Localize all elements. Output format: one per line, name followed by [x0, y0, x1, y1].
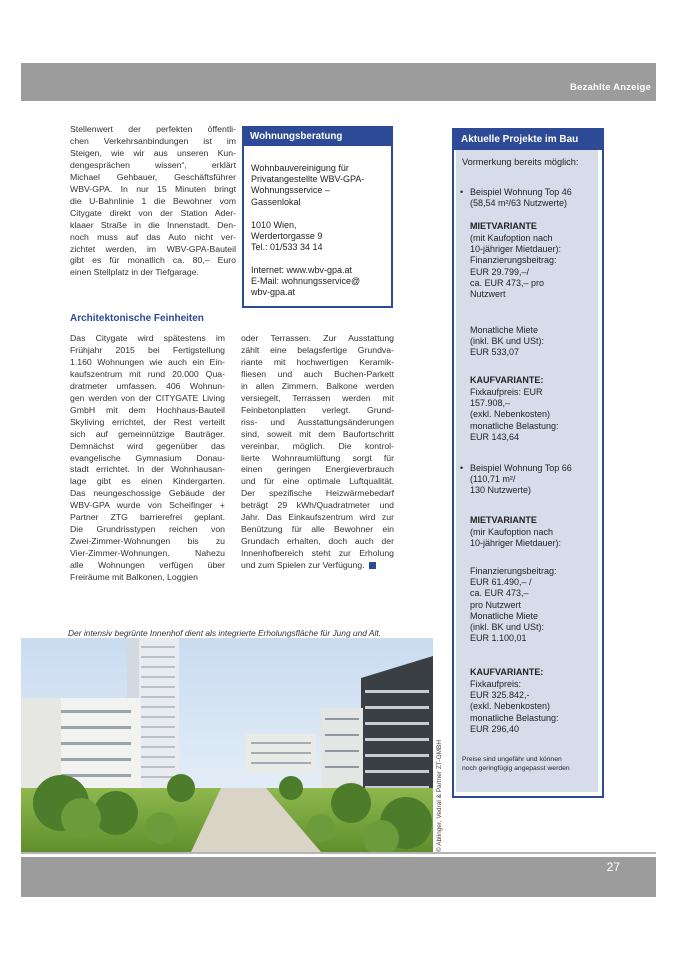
projects-title: Aktuelle Projekte im Bau	[454, 130, 602, 150]
text-line: alle Wohnungen verfügen über	[70, 560, 225, 571]
text-line: stadt errichtet. In der Wohnhausan-	[70, 464, 225, 475]
ad-label: Bezahlte Anzeige	[570, 82, 651, 93]
beratung-address	[251, 220, 387, 254]
text-line: kaufszentrum mit rund 20.000 Qua-	[70, 368, 225, 379]
text-line: Benützung für alle Bewohner ein	[241, 524, 394, 535]
project-1-kauf-details	[470, 387, 598, 443]
project-1-title	[460, 187, 598, 209]
text-line: Feinbetonplatten verlegt. Grund-	[241, 404, 394, 415]
section-heading: Architektonische Feinheiten	[70, 313, 204, 324]
text-line: einen Stellplatz in der Tiefgarage.	[70, 267, 199, 278]
text-line: (58,54 m²/63 Nutzwerte)	[470, 198, 568, 209]
text-line: noch muss auf das Auto nicht ver-	[70, 231, 236, 242]
bullet-icon: •	[460, 187, 464, 197]
text-line: Wohnbauvereinigung für	[251, 163, 349, 173]
intro-paragraph	[70, 124, 236, 279]
text-line: (inkl. BK und USt):	[470, 336, 545, 347]
text-line: lage gibt es einen Kindergarten.	[70, 476, 225, 487]
project-2-kauf-details	[470, 679, 598, 735]
text-line: Skyliving errichtet, der Rest verteilt	[70, 416, 225, 427]
text-line: klaaer Straße in die Innenstadt. Den-	[70, 219, 236, 230]
header-bar	[21, 63, 656, 101]
text-line: (exkl. Nebenkosten)	[470, 409, 551, 420]
text-line: 130 Nutzwerte)	[470, 485, 532, 496]
text-line: Beispiel Wohnung Top 46	[470, 187, 572, 197]
text-line: Citygate direkt von der Station Ader-	[70, 207, 236, 218]
project-1-kauf-heading: KAUFVARIANTE:	[470, 375, 544, 385]
text-line: dengesprächen wissen“, erklärt	[70, 159, 236, 170]
beratung-contact	[251, 265, 387, 299]
text-line: Das neungeschossige Gebäude der	[70, 488, 225, 499]
text-line: Innenhofbereich steht zur Erholung	[241, 548, 394, 559]
text-line: EUR 1.100,01	[470, 633, 527, 644]
projects-subtitle: Vormerkung bereits möglich:	[462, 157, 579, 167]
project-2-kauf-heading: KAUFVARIANTE:	[470, 667, 544, 677]
text-line: EUR 325.842,-	[470, 690, 530, 701]
text-line: GmbH mit dem Hochhaus-Bauteil	[70, 404, 225, 415]
text-line: Stellenwert der perfekten öffentli-	[70, 124, 236, 134]
text-line: (mit Kaufoption nach	[470, 233, 553, 243]
text-line: Michael Gehbauer, Geschäftsführer	[70, 171, 236, 182]
text-line: einen geringen Energieverbrauch	[241, 464, 394, 475]
projects-footnote	[462, 755, 598, 773]
project-1-miete-details	[470, 233, 598, 300]
text-line: (mir Kaufoption nach	[470, 527, 554, 537]
text-line: pro Nutzwert	[470, 599, 522, 610]
text-line: WBV-GPA wurde von Scheifinger +	[70, 500, 225, 511]
text-line: Die Grundrisstypen reichen von	[70, 524, 225, 535]
text-line: Freiräume mit Balkonen, Loggien	[70, 572, 198, 583]
text-line: dratmeter umfassen. 406 Wohnun-	[70, 380, 225, 391]
project-2-miete-heading: MIETVARIANTE	[470, 515, 537, 525]
body-column-1	[70, 333, 225, 584]
text-line: chen Verkehrsanbindungen ist im	[70, 135, 236, 146]
beratung-title: Wohnungsberatung	[244, 128, 391, 146]
text-line: riss- und Ausstattungsänderungen	[241, 416, 394, 427]
text-line: Grundach erhalten, doch auch der	[241, 536, 394, 547]
text-line: 10-jähriger Mietdauer):	[470, 538, 562, 549]
text-line: (inkl. BK und USt):	[470, 622, 545, 633]
text-line: Preise sind ungefähr und können	[462, 756, 562, 763]
text-line: Werdertorgasse 9	[251, 231, 323, 242]
text-line: EUR 29.799,–/	[470, 266, 530, 277]
text-line: versiegelt, Terrassen werden mit	[241, 392, 394, 403]
text-line: 1010 Wien,	[251, 220, 297, 230]
text-line: und zum Spielen zur Verfügung.	[241, 560, 394, 572]
text-line: zählt eine belagsfertige Grundva-	[241, 344, 394, 355]
text-line: Finanzierungsbeitrag:	[470, 255, 557, 266]
project-2-financing	[470, 566, 598, 644]
text-line: Internet: www.wbv-gpa.at	[251, 265, 353, 275]
end-mark-icon	[369, 562, 376, 569]
text-line: beträgt 29 kWh/Quadratmeter und	[241, 500, 394, 511]
text-line: riante mit hochwertigen Keramik-	[241, 356, 394, 367]
text-line: Das Citygate wird spätestens im	[70, 333, 225, 343]
text-line: Finanzierungsbeitrag:	[470, 566, 557, 576]
footer-bar	[21, 857, 656, 897]
page-number: 27	[606, 860, 620, 874]
text-line: Vier-Zimmer-Wohnungen. Nahezu	[70, 548, 225, 559]
text-line: monatliche Belastung:	[470, 712, 559, 723]
text-line: fliesen und auch Buchen-Parkett	[241, 368, 394, 379]
text-line: Jahr. Das Einkaufszentrum wird zur	[241, 512, 394, 523]
text-line: sind, soweit mit dem Baufortschritt	[241, 428, 394, 439]
text-line: noch geringfügig angepasst werden	[462, 765, 570, 772]
photo-caption: Der intensiv begrünte Innenhof dient als integrierte Erholungsfläche für Jung und Alt.	[68, 628, 382, 638]
text-line: Wohnungsservice –	[251, 185, 330, 196]
text-line: (exkl. Nebenkosten)	[470, 701, 551, 712]
text-line: und für eine optimale Luftqualität.	[241, 476, 394, 487]
text-line: Privatangestellte WBV-GPA-	[251, 174, 365, 185]
text-line: zichtet werden, im WBV-GPA-Bauteil	[70, 243, 236, 254]
project-1-monthly-rent	[470, 325, 598, 359]
text-line: Beispiel Wohnung Top 66	[470, 463, 572, 473]
text-line: ca. EUR 473,–	[470, 588, 529, 599]
text-line: vereinbar, möglich. Die kontrol-	[241, 440, 394, 451]
text-line: EUR 533,07	[470, 347, 520, 358]
text-line: 1.160 Wohnungen wie auch ein Ein-	[70, 356, 225, 367]
text-line: Frühjahr 2015 bei Fertigstellung	[70, 344, 225, 355]
text-line: Partner ZTG barrierefrei geplant.	[70, 512, 225, 523]
body-column-2	[241, 333, 394, 572]
footer-rule	[21, 852, 656, 854]
text-line: oder Terrassen. Zur Ausstattung	[241, 333, 394, 343]
text-line: sich auf gemeinnützige Bauträger.	[70, 428, 225, 439]
courtyard-photo	[21, 638, 433, 852]
text-line: EUR 296,40	[470, 723, 520, 734]
text-line: in allen Zimmern. Balkone werden	[241, 380, 394, 391]
text-line: Fixkaufpreis:	[470, 679, 522, 689]
text-line: Monatliche Miete	[470, 610, 539, 621]
text-line: Fixkaufpreis: EUR	[470, 387, 543, 397]
text-line: lierte Wohnraumlüftung sorgt für	[241, 452, 394, 463]
text-line: EUR 143,64	[470, 431, 520, 442]
text-line: wbv-gpa.at	[251, 287, 296, 298]
bullet-icon: •	[460, 463, 464, 473]
text-line: ca. EUR 473,– pro	[470, 277, 545, 288]
project-1-miete-heading: MIETVARIANTE	[470, 221, 537, 231]
text-line: Steigen, wie wir aus unseren Kun-	[70, 147, 236, 158]
text-line: Zwei-Zimmer-Wohnungen bis zu	[70, 536, 225, 547]
text-line: die U-Bahnlinie 1 die Bewohner vom	[70, 195, 236, 206]
photo-credit: © Ablinger, Vedral & Partner ZT-GMBH	[436, 739, 443, 852]
text-line: E-Mail: wohnungsservice@	[251, 276, 361, 287]
text-line: Monatliche Miete	[470, 325, 539, 335]
text-line: gen werden von der CITYGATE Living	[70, 392, 225, 403]
text-line: gibt es für monatlich ca. 80,– Euro	[70, 255, 236, 266]
text-line: (110,71 m²/	[470, 474, 516, 485]
text-line: Der spezifische Heizwärmebedarf	[241, 488, 394, 499]
text-line: 10-jähriger Mietdauer):	[470, 244, 562, 255]
text-line: monatliche Belastung:	[470, 420, 559, 431]
text-line: Nutzwert	[470, 289, 506, 300]
text-line: evangelische Gymnasium Donau-	[70, 452, 225, 463]
text-line: Demnächst wird gegenüber das	[70, 440, 225, 451]
text-line: Tel.: 01/533 34 14	[251, 242, 323, 253]
text-line: EUR 61.490,– /	[470, 577, 532, 588]
project-2-title	[460, 463, 598, 497]
text-line: 157.908,–	[470, 398, 511, 409]
beratung-organisation	[251, 163, 387, 208]
text-line: Gassenlokal	[251, 196, 301, 207]
project-2-miete-details	[470, 527, 598, 549]
text-line: WBV-GPA. In nur 15 Minuten bringt	[70, 183, 236, 194]
